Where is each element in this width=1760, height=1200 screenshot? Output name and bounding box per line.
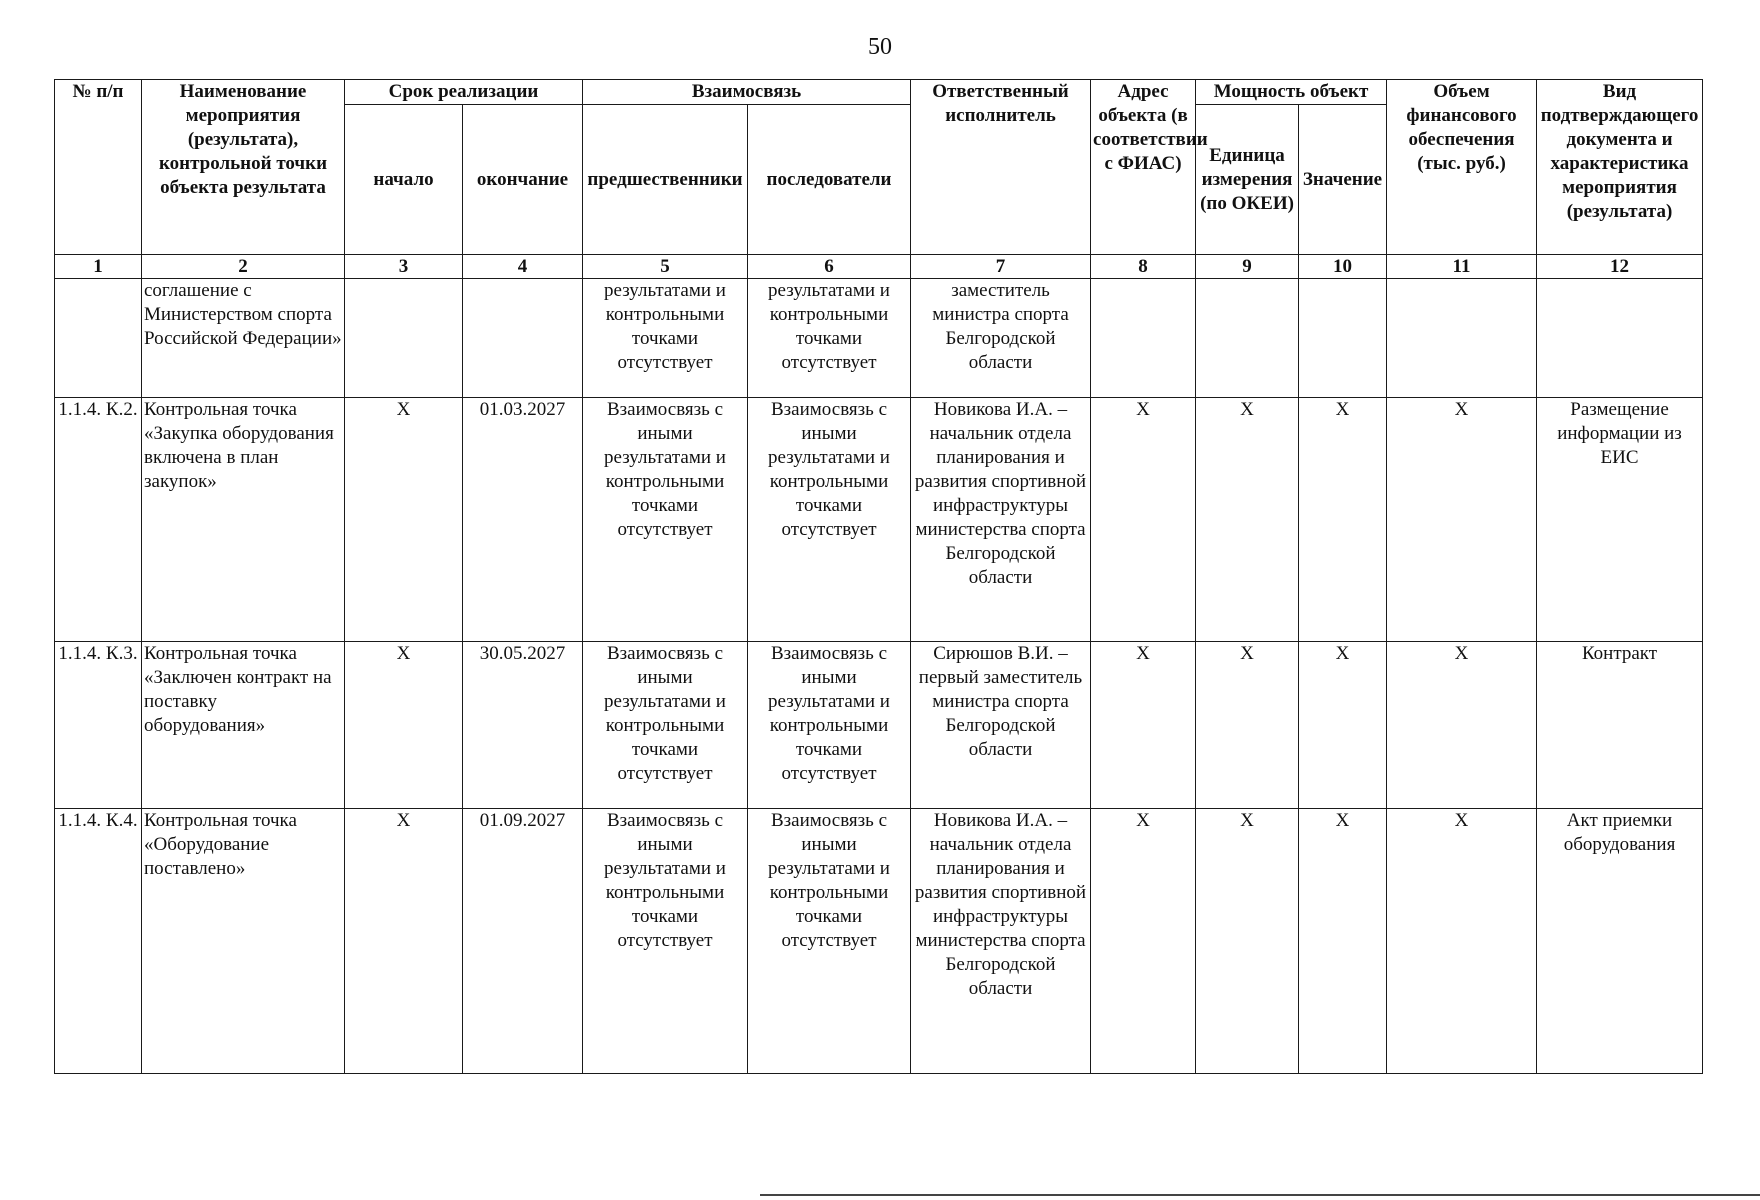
row-doc — [1537, 279, 1703, 398]
row-successors: Взаимосвязь с иными результатами и контрольными точками отсутствует — [748, 809, 911, 1074]
row-name: Контрольная точка «Оборудование поставлено» — [142, 809, 345, 1074]
row-finance — [1387, 279, 1537, 398]
header-period: Срок реализации — [345, 80, 583, 105]
row-responsible: Сирюшов В.И. – первый заместитель министра спорта Белгородской области — [911, 642, 1091, 809]
header-predecessors: предшественники — [583, 105, 748, 255]
col-number: 6 — [748, 255, 911, 279]
row-responsible: заместитель министра спорта Белгородской области — [911, 279, 1091, 398]
header-start: начало — [345, 105, 463, 255]
col-number: 3 — [345, 255, 463, 279]
col-number: 7 — [911, 255, 1091, 279]
scan-edge-line — [760, 1194, 1760, 1196]
row-num: 1.1.4. К.3. — [55, 642, 142, 809]
table-row — [55, 642, 1703, 809]
header-capacity: Мощность объект — [1196, 80, 1387, 105]
row-value: Х — [1299, 642, 1387, 809]
col-number: 2 — [142, 255, 345, 279]
col-number: 11 — [1387, 255, 1537, 279]
row-end: 01.03.2027 — [463, 398, 583, 642]
row-responsible: Новикова И.А. – начальник отдела планирования и развития спортивной инфраструктуры министерства спорта Белгородской области — [911, 809, 1091, 1074]
row-predecessors: Взаимосвязь с иными результатами и контрольными точками отсутствует — [583, 398, 748, 642]
row-unit — [1196, 279, 1299, 398]
col-number: 8 — [1091, 255, 1196, 279]
header-finance: Объем финансового обеспечения (тыс. руб.) — [1387, 80, 1537, 255]
page-number: 50 — [868, 34, 892, 60]
col-number: 4 — [463, 255, 583, 279]
row-unit: Х — [1196, 398, 1299, 642]
row-end: 01.09.2027 — [463, 809, 583, 1074]
header-name: Наименование мероприятия (результата), контрольной точки объекта результата — [142, 80, 345, 255]
row-successors: Взаимосвязь с иными результатами и контрольными точками отсутствует — [748, 398, 911, 642]
row-doc: Контракт — [1537, 642, 1703, 809]
row-value — [1299, 279, 1387, 398]
table-row — [55, 809, 1703, 1074]
row-start — [345, 279, 463, 398]
row-responsible: Новикова И.А. – начальник отдела планирования и развития спортивной инфраструктуры министерства спорта Белгородской области — [911, 398, 1091, 642]
row-address — [1091, 279, 1196, 398]
row-unit: Х — [1196, 642, 1299, 809]
col-number: 9 — [1196, 255, 1299, 279]
row-value: Х — [1299, 809, 1387, 1074]
row-finance: Х — [1387, 809, 1537, 1074]
row-address: Х — [1091, 398, 1196, 642]
header-doc-type: Вид подтверждающего документа и характеристика мероприятия (результата) — [1537, 80, 1703, 255]
row-successors: Взаимосвязь с иными результатами и контрольными точками отсутствует — [748, 642, 911, 809]
row-successors: результатами и контрольными точками отсутствует — [748, 279, 911, 398]
table-row — [55, 398, 1703, 642]
plan-table — [54, 79, 1703, 1074]
row-name: соглашение с Министерством спорта Российской Федерации» — [142, 279, 345, 398]
row-doc: Размещение информации из ЕИС — [1537, 398, 1703, 642]
col-number: 12 — [1537, 255, 1703, 279]
header-relation: Взаимосвязь — [583, 80, 911, 105]
row-start: Х — [345, 809, 463, 1074]
row-name: Контрольная точка «Закупка оборудования включена в план закупок» — [142, 398, 345, 642]
row-finance: Х — [1387, 398, 1537, 642]
col-number: 1 — [55, 255, 142, 279]
row-start: Х — [345, 642, 463, 809]
row-predecessors: Взаимосвязь с иными результатами и контрольными точками отсутствует — [583, 809, 748, 1074]
row-address: Х — [1091, 642, 1196, 809]
row-value: Х — [1299, 398, 1387, 642]
header-successors: последователи — [748, 105, 911, 255]
row-predecessors: Взаимосвязь с иными результатами и контрольными точками отсутствует — [583, 642, 748, 809]
header-address: Адрес объекта (в соответствии с ФИАС) — [1091, 80, 1196, 255]
header-end: окончание — [463, 105, 583, 255]
header-value: Значение — [1299, 105, 1387, 255]
row-address: Х — [1091, 809, 1196, 1074]
row-start: Х — [345, 398, 463, 642]
col-number: 10 — [1299, 255, 1387, 279]
header-num: № п/п — [55, 80, 142, 255]
header-unit: Единица измерения (по ОКЕИ) — [1196, 105, 1299, 255]
row-num: 1.1.4. К.4. — [55, 809, 142, 1074]
col-number: 5 — [583, 255, 748, 279]
row-predecessors: результатами и контрольными точками отсутствует — [583, 279, 748, 398]
table-row — [55, 279, 1703, 398]
row-name: Контрольная точка «Заключен контракт на поставку оборудования» — [142, 642, 345, 809]
row-finance: Х — [1387, 642, 1537, 809]
row-doc: Акт приемки оборудования — [1537, 809, 1703, 1074]
row-end: 30.05.2027 — [463, 642, 583, 809]
row-num — [55, 279, 142, 398]
row-num: 1.1.4. К.2. — [55, 398, 142, 642]
row-unit: Х — [1196, 809, 1299, 1074]
header-responsible: Ответственный исполнитель — [911, 80, 1091, 255]
row-end — [463, 279, 583, 398]
